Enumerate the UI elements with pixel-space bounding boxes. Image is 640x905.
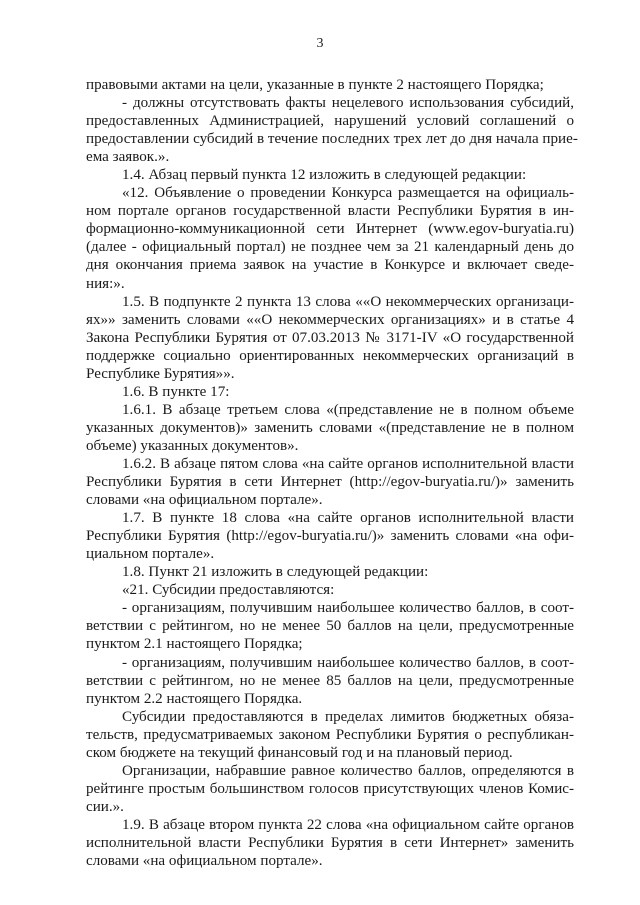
text-line: формационно-коммуникационной сети Интернет (www.egov-buryatia.ru) xyxy=(86,221,574,238)
text-line: 1.6.1. В абзаце третьем слова «(представление не в полном объеме xyxy=(122,401,574,418)
text-line: Организации, набравшие равное количество баллов, определяются в xyxy=(122,762,574,779)
text-line: Республике Бурятия»». xyxy=(86,365,235,382)
text-line: 1.5. В подпункте 2 пункта 13 слова ««О некоммерческих организаци- xyxy=(122,293,574,310)
text-line: Субсидии предоставляются в пределах лимитов бюджетных обяза- xyxy=(122,708,574,725)
text-line: пунктом 2.2 настоящего Порядка. xyxy=(86,690,303,707)
text-line: объеме) указанных документов». xyxy=(86,437,299,454)
text-line: - организациям, получившим наибольшее количество баллов, в соот- xyxy=(122,654,574,671)
text-line: ема заявок.». xyxy=(86,149,170,166)
text-line: Закона Республики Бурятия от 07.03.2013 № 3171-IV «О государственной xyxy=(86,329,574,346)
text-line: 1.9. В абзаце втором пункта 22 слова «на официальном сайте органов xyxy=(122,816,574,833)
text-line: - должны отсутствовать факты нецелевого использования субсидий, xyxy=(122,95,574,112)
text-line: ском бюджете на текущий финансовый год и на плановый период. xyxy=(86,744,513,761)
text-line: 1.6.2. В абзаце пятом слова «на сайте органов исполнительной власти xyxy=(122,455,574,472)
text-line: тельств, предусматриваемых законом Республики Бурятия о республикан- xyxy=(86,726,574,743)
text-line: указанных документов)» заменить словами «(представление не в полном xyxy=(86,419,574,436)
text-line: словами «на официальном портале». xyxy=(86,492,323,509)
text-line: ветствии с рейтингом, но не менее 50 баллов на цели, предусмотренные xyxy=(86,618,574,635)
text-line: дня окончания приема заявок на участие в Конкурсе и включает сведе- xyxy=(86,257,574,274)
text-line: ветствии с рейтингом, но не менее 85 баллов на цели, предусмотренные xyxy=(86,672,574,689)
text-line: 1.7. В пункте 18 слова «на сайте органов исполнительной власти xyxy=(122,510,574,527)
text-line: исполнительной власти Республики Бурятия в сети Интернет» заменить xyxy=(86,834,574,851)
text-line: 1.6. В пункте 17: xyxy=(122,383,230,400)
text-line: ния:». xyxy=(86,275,125,292)
page-number: 3 xyxy=(316,36,324,51)
text-line: Республики Бурятия в сети Интернет (http://egov-buryatia.ru/)» заменить xyxy=(86,474,574,491)
text-line: 1.4. Абзац первый пункта 12 изложить в следующей редакции: xyxy=(122,167,527,184)
text-line: поддержке социально ориентированных некоммерческих организаций в xyxy=(86,347,574,364)
text-line: «12. Объявление о проведении Конкурса размещается на официаль- xyxy=(122,185,574,202)
text-line: сии.». xyxy=(86,798,124,815)
text-line: (далее - официальный портал) не позднее чем за 21 календарный день до xyxy=(86,239,574,256)
document-body xyxy=(86,76,578,870)
text-line: циальном портале». xyxy=(86,546,215,563)
text-line: «21. Субсидии предоставляются: xyxy=(122,582,335,599)
text-line: предоставленных Администрацией, нарушений условий соглашений о xyxy=(86,113,574,130)
text-line: правовыми актами на цели, указанные в пункте 2 настоящего Порядка; xyxy=(86,77,544,93)
text-line: предоставлении субсидий в течение последних трех лет до дня начала прие- xyxy=(86,131,578,148)
text-line: словами «на официальном портале». xyxy=(86,853,323,870)
text-line: пунктом 2.1 настоящего Порядка; xyxy=(86,636,303,653)
text-line: 1.8. Пункт 21 изложить в следующей редакции: xyxy=(122,564,429,581)
text-line: Республики Бурятия (http://egov-buryatia.ru/)» заменить словами «на офи- xyxy=(86,528,574,545)
text-line: рейтинге простым большинством голосов присутствующих членов Комис- xyxy=(86,780,574,797)
text-line: - организациям, получившим наибольшее количество баллов, в соот- xyxy=(122,600,574,617)
text-line: ном портале органов государственной власти Республики Бурятия в ин- xyxy=(86,203,574,220)
text-line: ях»» заменить словами ««О некоммерческих организациях» и в статье 4 xyxy=(86,311,574,328)
